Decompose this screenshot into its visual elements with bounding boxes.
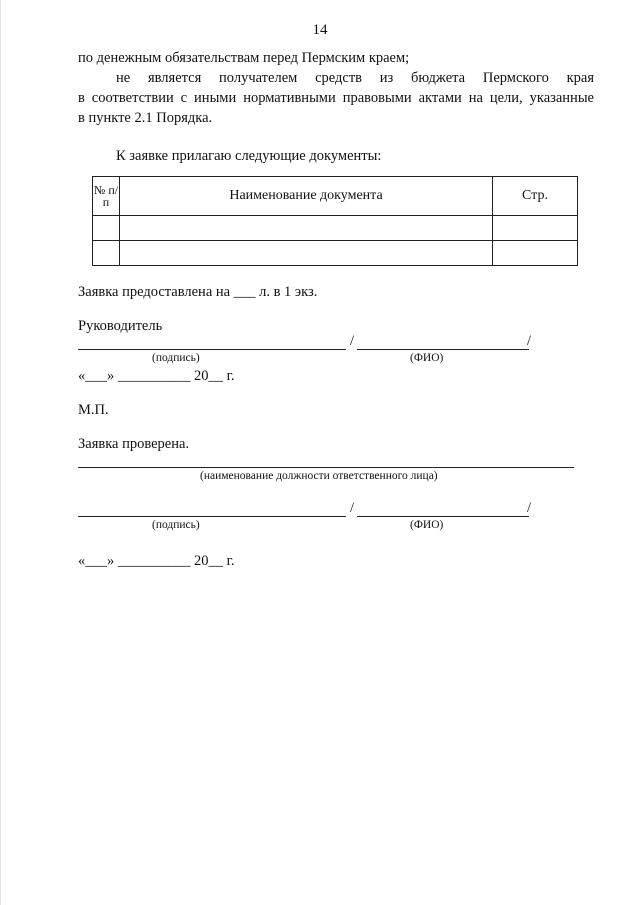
submitted-line — [78, 284, 317, 301]
table-header-row — [93, 177, 578, 216]
para-line-2: не является получателем средств из бюджета Пермского края — [116, 70, 594, 86]
slash-separator: / — [527, 333, 532, 349]
attach-intro: К заявке прилагаю следующие документы: — [116, 148, 382, 164]
col-document-name: Наименование документа — [120, 177, 493, 216]
stamp-label: М.П. — [78, 402, 109, 418]
table-row — [93, 216, 578, 241]
fio-caption: (ФИО) — [410, 352, 444, 364]
row-document-name — [120, 241, 493, 266]
date-line: «___» __________ 20__ г. — [78, 553, 235, 569]
signature-line — [78, 349, 346, 350]
checked-label: Заявка проверена. — [78, 436, 190, 452]
page-edge — [0, 0, 1, 905]
submitted-suffix: л. в 1 экз. — [259, 284, 318, 300]
signature-caption: (подпись) — [152, 519, 200, 531]
fio-caption: (ФИО) — [410, 519, 444, 531]
head-label: Руководитель — [78, 318, 163, 334]
para-line-4: в пункте 2.1 Порядка. — [78, 110, 213, 126]
signature-line — [78, 516, 346, 517]
date-line: «___» __________ 20__ г. — [78, 368, 235, 384]
signature-caption: (подпись) — [152, 352, 200, 364]
col-page: Стр. — [493, 177, 578, 216]
row-page — [493, 241, 578, 266]
fio-line — [357, 516, 529, 517]
row-document-name — [120, 216, 493, 241]
para-line-3: в соответствии с иными нормативными правовыми актами на цели, указанные — [78, 90, 594, 106]
table-row — [93, 241, 578, 266]
row-number — [93, 216, 120, 241]
position-line — [78, 467, 574, 468]
slash-separator: / — [350, 333, 355, 349]
submitted-prefix: Заявка предоставлена на — [78, 284, 231, 300]
position-caption: (наименование должности ответственного лица) — [200, 470, 438, 482]
row-number — [93, 241, 120, 266]
row-page — [493, 216, 578, 241]
submitted-blank: ___ — [233, 284, 256, 300]
fio-line — [357, 349, 529, 350]
col-number: № п/п — [93, 177, 120, 216]
documents-table — [92, 176, 578, 266]
para-line-1: по денежным обязательствам перед Пермским краем; — [78, 50, 410, 66]
slash-separator: / — [527, 500, 532, 516]
page-number: 14 — [312, 22, 328, 38]
slash-separator: / — [350, 500, 355, 516]
